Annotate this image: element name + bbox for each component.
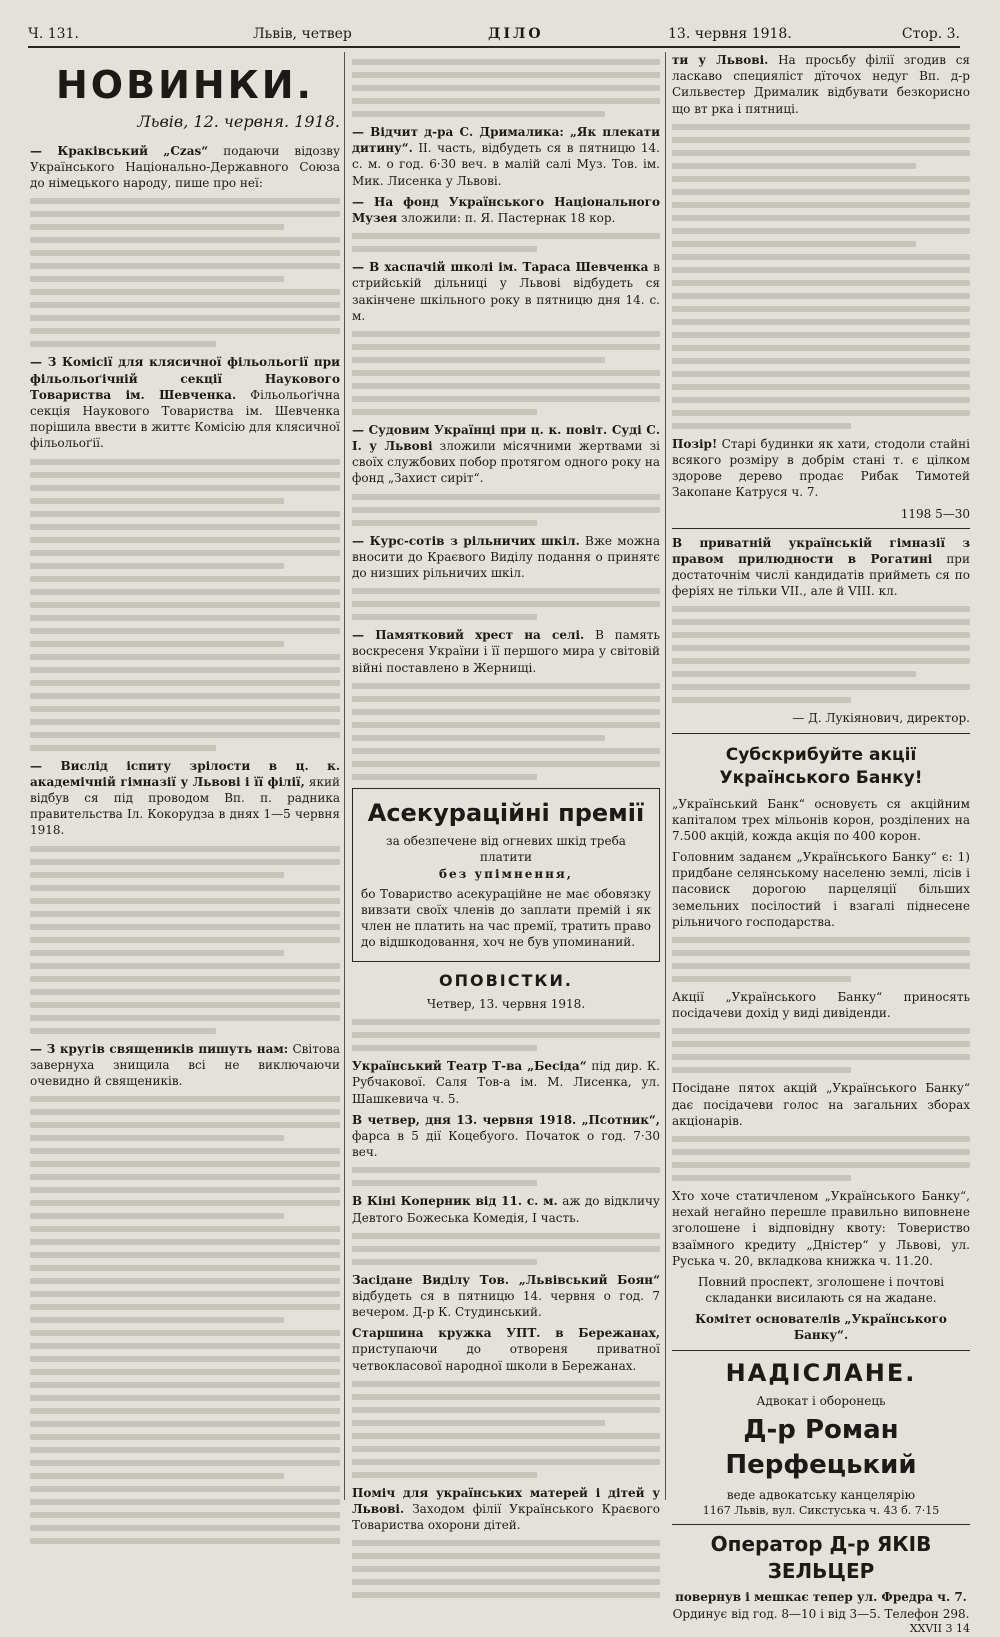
bank-ad-title: Субскрибуйте акції Українського Банку! xyxy=(719,744,923,788)
notice-lead: Засідане Виділу Тов. „Львівський Боян“ xyxy=(352,1272,660,1287)
divider xyxy=(672,528,970,529)
news-column xyxy=(30,52,340,1500)
article xyxy=(352,422,660,487)
article-lead: — На фонд Українського Національного Музея xyxy=(352,194,660,225)
notice-lead: В четвер, дня 13. червня 1918. „Псотник“, xyxy=(352,1112,660,1127)
article xyxy=(30,143,340,192)
page-number: Стор. 3. xyxy=(901,26,960,42)
insurance-ad-line: за обезпечене від огневих шкід треба платити xyxy=(386,834,626,865)
notice-text: під дир. К. Рубчакової. Саля Тов-а ім. М. Лисенка, ул. Шашкевича ч. 5. xyxy=(352,1059,660,1106)
article xyxy=(352,259,660,324)
notice-body xyxy=(352,1540,660,1598)
operator-code: XXVII 3 14 xyxy=(909,1621,970,1635)
ad-code: 1198 5—30 xyxy=(900,506,970,521)
article xyxy=(352,124,660,189)
operator-name: Оператор Д-р ЯКІВ ЗЕЛЬЦЕР xyxy=(710,1532,932,1584)
insurance-ad-emphasis: без упімнення, xyxy=(439,866,573,881)
article-body xyxy=(352,59,660,117)
notice xyxy=(352,1112,660,1161)
article xyxy=(672,535,970,600)
article-text: Старі будинки як хати, стодоли стайні всякого розміру в добрім стані т. є цілком здорове дерево продає Рибак Тимотей Закопане Катруся ч. 7. xyxy=(672,436,970,500)
news-title: НОВИНКИ. xyxy=(56,63,314,107)
article-lead: — Памятковий хрест на селі. xyxy=(352,628,585,643)
article-lead: ти у Львові. xyxy=(672,53,769,67)
notices-title: ОПОВІСТКИ. xyxy=(439,971,573,991)
bank-paragraph: Хто хоче статичленом „Українського Банку“, нехай негайно перешле правильно виповнене зголошене і відповідну квоту: Товериство взаїмного кредиту „Дністер“ у Львові, ул. Руська ч. 20, вкладкова книжка ч. 11.20. xyxy=(672,1188,970,1268)
article xyxy=(30,354,340,451)
issue-date: 13. червня 1918. xyxy=(668,26,792,42)
divider xyxy=(672,1350,970,1351)
article-body xyxy=(672,606,970,703)
article-lead: — Вислід іспиту зрілости в ц. к. академічній гімназії у Львові і її філії, xyxy=(30,758,340,789)
article-text: На просьбу філії згодив ся ласкаво специяліст дїточох недуг Вп. д-р Сильвестер Дрималик відбувати безкорисно що вт рка і пятниці. xyxy=(672,53,970,116)
divider xyxy=(672,733,970,734)
notice xyxy=(352,1193,660,1225)
article-lead: — З кругів священиків пишуть нам: xyxy=(30,1041,289,1056)
news-dateline: Львів, 12. червня. 1918. xyxy=(137,112,340,132)
article xyxy=(672,436,970,501)
right-column xyxy=(672,52,970,1635)
article-lead: — Відчит д-ра С. Дрималика: „Як плекати дитину“. xyxy=(352,125,660,156)
article-text: зложили: п. Я. Пастернак 18 кор. xyxy=(400,210,616,225)
issue-number: Ч. 131. xyxy=(28,26,79,42)
middle-column xyxy=(352,52,660,1533)
bank-body xyxy=(672,937,970,982)
operator-text: повернув і мешкає тепер ул. Фредра ч. 7. xyxy=(675,1590,967,1605)
lawyer-role: Адвокат і оборонець xyxy=(756,1394,886,1409)
column-divider xyxy=(344,52,345,1500)
notice-lead: Поміч для українських матерей і дітей у Львові. xyxy=(352,1485,660,1517)
article-body xyxy=(352,233,660,252)
article-lead: Позір! xyxy=(672,436,718,451)
article-lead: — Курс-сотів з рільничих шкіл. xyxy=(352,533,580,548)
bank-paragraph: „Український Банк“ основуєть ся акційним капіталом трех мільонів корон, розділених на 7.500 акцій, кожда акція по 400 корон. xyxy=(672,796,970,843)
notices-date: Четвер, 13. червня 1918. xyxy=(426,997,586,1012)
notice-text: приступаючи до отвореня приватної четвокласової народної школи в Бережанах. xyxy=(352,1342,660,1373)
notice-lead: Український Театр Т-ва „Бесіда“ xyxy=(352,1059,587,1074)
notice-body xyxy=(352,1233,660,1265)
calendar-lines xyxy=(352,1019,660,1051)
bank-note: Повний проспект, зголошене і почтові складанки висилають ся на жадане. xyxy=(697,1274,945,1306)
operator-hours: Ординує від год. 8—10 і від 3—5. Телефон 298. xyxy=(672,1606,970,1621)
notice-text: Заходом філії Українського Краєвого Товариства охорони дітей. xyxy=(352,1502,660,1533)
article-body xyxy=(672,124,970,429)
sent-in-title: НАДІСЛАНЕ. xyxy=(725,1358,917,1387)
notice-lead: Старшина кружка УПТ. в Бережанах, xyxy=(352,1326,660,1341)
article-text: подаючи відозву Українського Національно-Державного Союза до німецького народу, пише про неї: xyxy=(30,143,340,191)
notice-text: фарса в 5 дії Коцебуого. Початок о год. 7·30 веч. xyxy=(352,1128,660,1160)
insurance-ad xyxy=(352,788,660,963)
article-body xyxy=(30,846,340,1034)
article-lead: В приватній українській гімназії з правом прилюдности в Рогатині xyxy=(672,535,970,566)
article-text: який відбув ся під проводом Вп. п. радника правительства Іл. Кокорудза в днях 1—5 червня 1918. xyxy=(30,774,340,838)
article-text: при достаточнім числі кандидатів прийметь ся по феріях не тільки VII., але й VIII. кл. xyxy=(672,551,970,599)
notice xyxy=(352,1272,660,1321)
bank-paragraph: Посідане пятох акцій „Українського Банку“ дає посідачеви голос на загальних зборах акціонарів. xyxy=(672,1081,970,1128)
insurance-ad-text: бо Товариство асекураційне не має обовязку вивзати своїх членів до заплати премій і як член не платить на час премії, тратить право до відшкодовання, хоч не був упоминаний. xyxy=(361,886,651,950)
article-body xyxy=(352,683,660,780)
article-text: Світова завернуха знищила всі не виключаючи очевидно й священиків. xyxy=(30,1041,340,1088)
article-body xyxy=(30,198,340,347)
article-body xyxy=(30,459,340,751)
article xyxy=(672,52,970,117)
article xyxy=(352,533,660,582)
notice xyxy=(352,1325,660,1374)
lawyer-address: 1167 Львів, вул. Сикстуська ч. 43 б. 7·15 xyxy=(702,1503,940,1517)
article-lead: — Краківський „Czas“ xyxy=(30,143,209,158)
article-body xyxy=(352,588,660,620)
bank-body xyxy=(672,1028,970,1073)
article-lead: — З Комісії для клясичної фільольогії при фільольоґічній секції Наукового Товариства ім. Шевченка. xyxy=(30,355,340,402)
article-text: В память воскресеня України і її першого мира у світовій війні поставлено в Жернищі. xyxy=(352,628,660,675)
article xyxy=(352,627,660,676)
bank-body xyxy=(672,1136,970,1181)
place-day: Львів, четвер xyxy=(253,26,352,42)
article xyxy=(352,194,660,226)
bank-signature: Комітет основателів „Українського Банку“. xyxy=(695,1312,947,1343)
notice-body xyxy=(352,1381,660,1478)
article-text: Вже можна вносити до Краєвого Виділу подання о принятє до низших рільничих шкіл. xyxy=(352,533,660,580)
notice-lead: В Кіні Коперник від 11. с. м. xyxy=(352,1194,558,1209)
notice-text: відбудеть ся в пятницю 14. червня о год. 7 вечером. Д-р К. Студинський. xyxy=(352,1288,660,1320)
lawyer-name: Д-р Роман Перфецький xyxy=(725,1415,917,1481)
article-body xyxy=(352,331,660,415)
article-text: зложили місячними жертвами зі своїх службових побор протягом одного року на фонд „Захист сиріт“. xyxy=(352,439,660,486)
bank-paragraph: Акції „Українського Банку“ приносять посідачеви дохід у виді дивіденди. xyxy=(672,990,970,1021)
lawyer-text: веде адвокатську канцелярію xyxy=(726,1488,916,1503)
article-text: II. часть, відбудеть ся в пятницю 14. с. м. о год. 6·30 веч. в малій салі Муз. Тов. ім. Мик. Лисенка у Львові. xyxy=(352,141,660,188)
notice-body xyxy=(352,1167,660,1186)
header-rule xyxy=(28,46,960,48)
notice-text: аж до відкличу Девтого Божеська Комедія, І часть. xyxy=(352,1194,660,1225)
article xyxy=(30,1041,340,1090)
article-body xyxy=(352,494,660,526)
page-header xyxy=(28,22,960,44)
article-lead: — В хаспачій школі ім. Тараса Шевченка xyxy=(352,260,649,275)
column-divider xyxy=(665,52,666,1500)
notice xyxy=(352,1058,660,1107)
article xyxy=(30,758,340,839)
article-lead: — Судовим Українці при ц. к. повіт. Суді С. І. у Львові xyxy=(352,422,660,454)
bank-paragraph: Головним заданєм „Українського Банку“ є: 1) придбане селянському населеню землі, лісів і пасовиск дорогою парцеляції більших земельних посілостий і взагалі піднесене рільничого господарства. xyxy=(672,850,970,929)
article-text: в стрийській дільниці у Львові відбудеть ся закінчене шкільного року в пятницю дня 14. с. м. xyxy=(352,260,660,323)
insurance-ad-title: Асекураційні премії xyxy=(367,798,645,827)
divider xyxy=(672,1524,970,1525)
article-text: Фільольоґічна секція Наукового Товариства ім. Шевченка порішила ввести в життє Комісію для клясичної фільольоґії. xyxy=(30,387,340,451)
masthead: ДІЛО xyxy=(488,26,544,42)
article-body xyxy=(30,1096,340,1544)
article-signature: — Д. Лукіянович, директор. xyxy=(792,711,970,726)
notice xyxy=(352,1485,660,1534)
